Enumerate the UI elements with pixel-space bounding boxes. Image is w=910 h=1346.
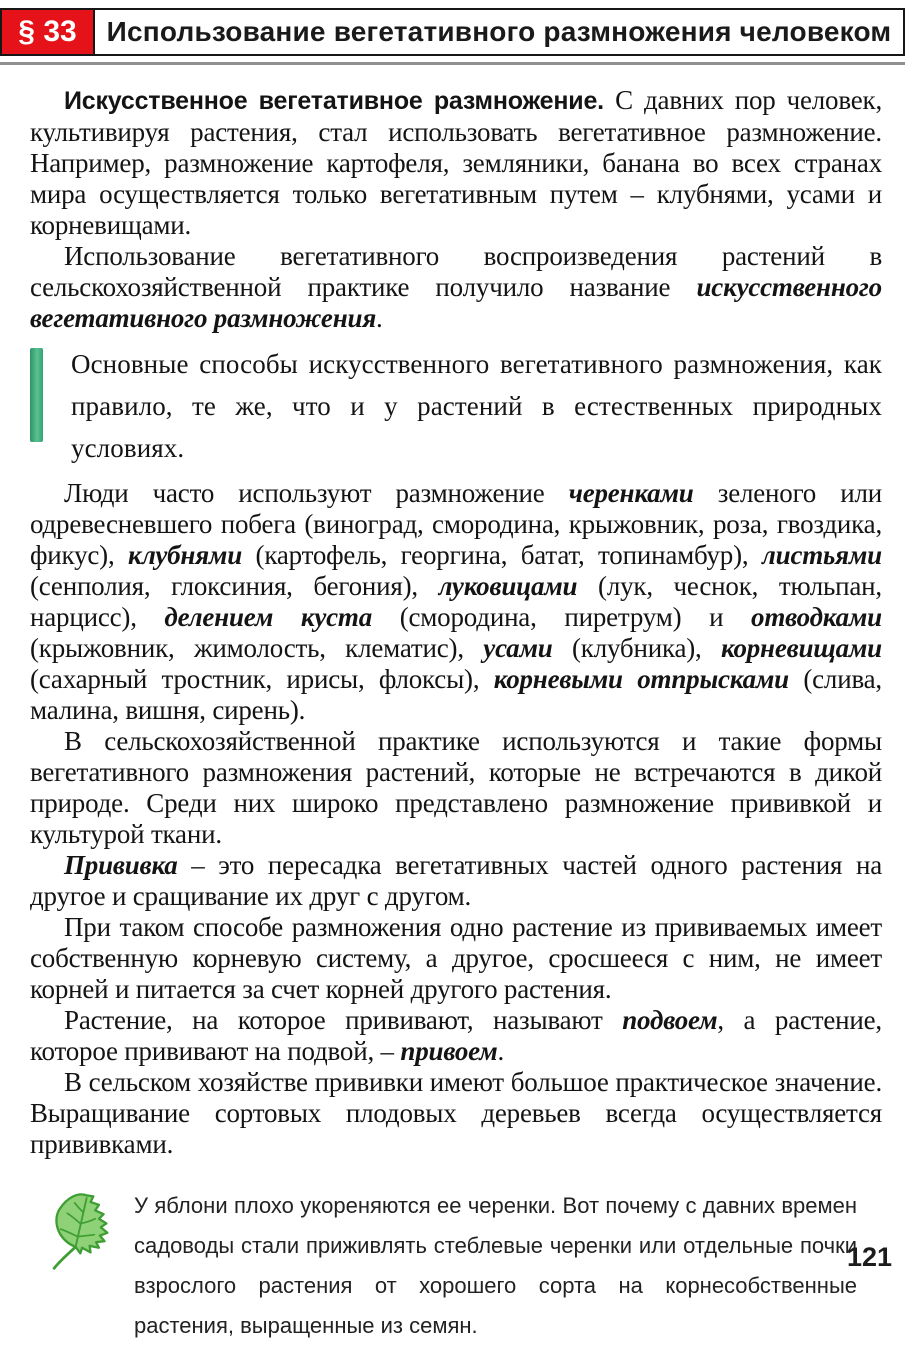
- article-body: [30, 85, 882, 1346]
- paragraph-rootstock-scion: Растение, на которое прививают, называют подвоем, а растение, которое прививают на подвой, – привоем.: [30, 1005, 882, 1066]
- header-bar: [0, 8, 905, 56]
- section-header: [0, 8, 905, 65]
- page-title: Использование вегетативного размножения человеком: [106, 16, 892, 47]
- paragraph-grafting-definition: Прививка – это пересадка вегетативных частей одного растения на другое и сращивание их друг с другом.: [30, 850, 882, 911]
- key-statement-callout: [30, 343, 882, 469]
- section-number-badge: § 33: [2, 10, 95, 54]
- paragraph-practical-value: В сельском хозяйстве прививки имеют большое практическое значение. Выращивание сортовых плодовых деревьев всегда осуществляется прививками.: [30, 1067, 882, 1159]
- paragraph-term-definition: Использование вегетативного воспроизведения растений в сельскохозяйственной практике получило название искусственного вегетативного размножения.: [30, 241, 882, 333]
- paragraph-agricultural-forms: В сельскохозяйственной практике используются и такие формы вегетативного размножения растений, которые не встречаются в дикой природе. Среди них широко представлено размножение прививкой и культурой ткани.: [30, 726, 882, 849]
- leaf-icon: [46, 1188, 122, 1272]
- callout-text: Основные способы искусственного вегетативного размножения, как правило, те же, что и у растений в естественных природных условиях.: [71, 349, 882, 463]
- paragraph-grafting-explanation: При таком способе размножения одно растение из прививаемых имеет собственную корневую систему, а другое, сросшееся с ним, не имеет корней и питается за счет корней другого растения.: [30, 912, 882, 1004]
- header-divider: [0, 62, 905, 65]
- note-text: У яблони плохо укореняются ее черенки. Вот почему с давних времен садоводы стали приживлять стеблевые черенки или отдельные почки взрослого растения от хорошего сорта на корнесобственные растения, выращенные из семян.: [134, 1193, 857, 1338]
- textbook-page: [0, 8, 910, 1338]
- gardening-note: [46, 1186, 857, 1346]
- paragraph-propagation-methods: Люди часто используют размножение черенками зеленого или одревесневшего побега (виноград, смородина, крыжовник, роза, гвоздика, фикус), клубнями (картофель, георгина, батат, топинамбур), листьями (сенполия, глоксиния, бегония), луковицами (лук, чеснок, тюльпан, нарцисс), делением куста (смородина, пиретрум) и отводками (крыжовник, жимолость, клематис), усами (клубника), корневищами (сахарный тростник, ирисы, флоксы), корневыми отпрысками (слива, малина, вишня, сирень).: [30, 478, 883, 725]
- paragraph-intro: Искусственное вегетативное размножение. С давних пор человек, культивируя растения, стал использовать вегетативное размножение. Например, размножение картофеля, земляники, банана во всех странах мира осуществляется только вегетативным путем – клубнями, усами и корневищами.: [30, 85, 882, 240]
- callout-accent-bar: [30, 348, 43, 442]
- page-number: 121: [846, 1242, 892, 1272]
